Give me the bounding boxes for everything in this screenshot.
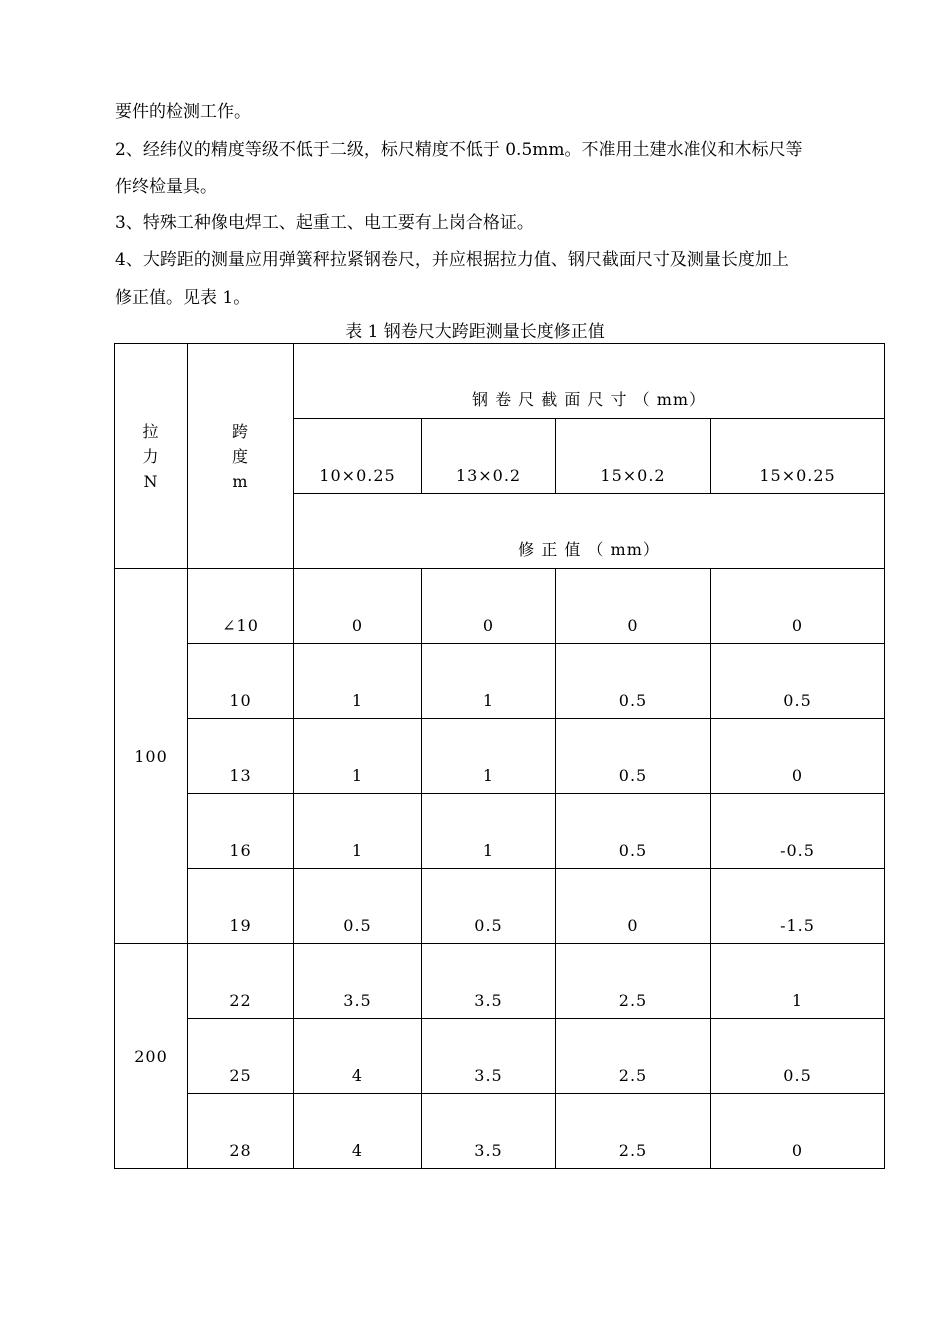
- paragraph-item-2-cont: 作终检量具。: [115, 177, 217, 197]
- section-13x0.2: 13×0.2: [422, 419, 556, 494]
- value-cell: 1: [711, 944, 885, 1019]
- value-cell: 3.5: [422, 1019, 556, 1094]
- table-row: [115, 1094, 885, 1169]
- value-cell: 0: [711, 719, 885, 794]
- span-header-char: 度: [231, 446, 249, 466]
- value-cell: 3.5: [294, 944, 422, 1019]
- span-cell: 25: [188, 1019, 294, 1094]
- value-cell: 0.5: [711, 1019, 885, 1094]
- value-cell: 0: [711, 569, 885, 644]
- span-cell: 16: [188, 794, 294, 869]
- span-cell: ∠10: [188, 569, 294, 644]
- value-cell: 1: [422, 719, 556, 794]
- section-15x0.2: 15×0.2: [556, 419, 711, 494]
- table-header-row: [115, 344, 885, 419]
- value-cell: 2.5: [556, 944, 711, 1019]
- table-row: [115, 719, 885, 794]
- paragraph-item-4: 4、大跨距的测量应用弹簧秤拉紧钢卷尺，并应根据拉力值、钢尺截面尺寸及测量长度加上: [115, 250, 789, 270]
- value-cell: 2.5: [556, 1094, 711, 1169]
- value-cell: 0: [556, 869, 711, 944]
- value-cell: 0.5: [294, 869, 422, 944]
- span-header-unit: m: [232, 471, 249, 491]
- pull-value-100: 100: [115, 569, 188, 944]
- value-cell: 0.5: [422, 869, 556, 944]
- span-cell: 13: [188, 719, 294, 794]
- span-cell: 28: [188, 1094, 294, 1169]
- value-cell: 0.5: [556, 794, 711, 869]
- correction-table: [114, 343, 885, 1169]
- section-size-header: 钢 卷 尺 截 面 尺 寸 （ mm）: [294, 344, 885, 419]
- value-cell: 2.5: [556, 1019, 711, 1094]
- span-header: [232, 419, 249, 494]
- span-header-char: 跨: [231, 421, 249, 441]
- pull-header-char: 力: [142, 446, 160, 466]
- paragraph-item-2: 2、经纬仪的精度等级不低于二级，标尺精度不低于 0.5mm。不准用土建水准仪和木标尺等: [115, 140, 803, 160]
- table-row: [115, 1019, 885, 1094]
- value-cell: 1: [294, 794, 422, 869]
- span-cell: 22: [188, 944, 294, 1019]
- value-cell: 4: [294, 1019, 422, 1094]
- span-cell: 19: [188, 869, 294, 944]
- value-cell: 0.5: [711, 644, 885, 719]
- value-cell: 0.5: [556, 719, 711, 794]
- paragraph-line-1: 要件的检测工作。: [115, 102, 251, 122]
- value-cell: -1.5: [711, 869, 885, 944]
- value-cell: 0: [711, 1094, 885, 1169]
- value-cell: 1: [422, 794, 556, 869]
- value-cell: 1: [294, 644, 422, 719]
- section-10x0.25: 10×0.25: [294, 419, 422, 494]
- value-cell: -0.5: [711, 794, 885, 869]
- value-cell: 3.5: [422, 944, 556, 1019]
- pull-header-unit: N: [143, 471, 159, 491]
- table-row: [115, 794, 885, 869]
- value-cell: 0.5: [556, 644, 711, 719]
- value-cell: 0: [294, 569, 422, 644]
- paragraph-item-3: 3、特殊工种像电焊工、起重工、电工要有上岗合格证。: [115, 213, 534, 233]
- value-cell: 0: [422, 569, 556, 644]
- value-cell: 0: [556, 569, 711, 644]
- table-row: [115, 869, 885, 944]
- section-15x0.25: 15×0.25: [711, 419, 885, 494]
- table-row: [115, 644, 885, 719]
- value-cell: 1: [294, 719, 422, 794]
- table-caption: 表 1 钢卷尺大跨距测量长度修正值: [345, 322, 605, 342]
- pull-header-char: 拉: [142, 421, 160, 441]
- paragraph-item-4-cont: 修正值。见表 1。: [115, 288, 251, 308]
- pull-value-200: 200: [115, 944, 188, 1169]
- value-cell: 4: [294, 1094, 422, 1169]
- table-row: [115, 569, 885, 644]
- table-row: [115, 944, 885, 1019]
- correction-value-header: 修 正 值 （ mm）: [294, 494, 885, 569]
- span-cell: 10: [188, 644, 294, 719]
- value-cell: 1: [422, 644, 556, 719]
- pull-header-cell: [115, 344, 188, 569]
- span-header-cell: [188, 344, 294, 569]
- value-cell: 3.5: [422, 1094, 556, 1169]
- pull-header: [142, 419, 159, 494]
